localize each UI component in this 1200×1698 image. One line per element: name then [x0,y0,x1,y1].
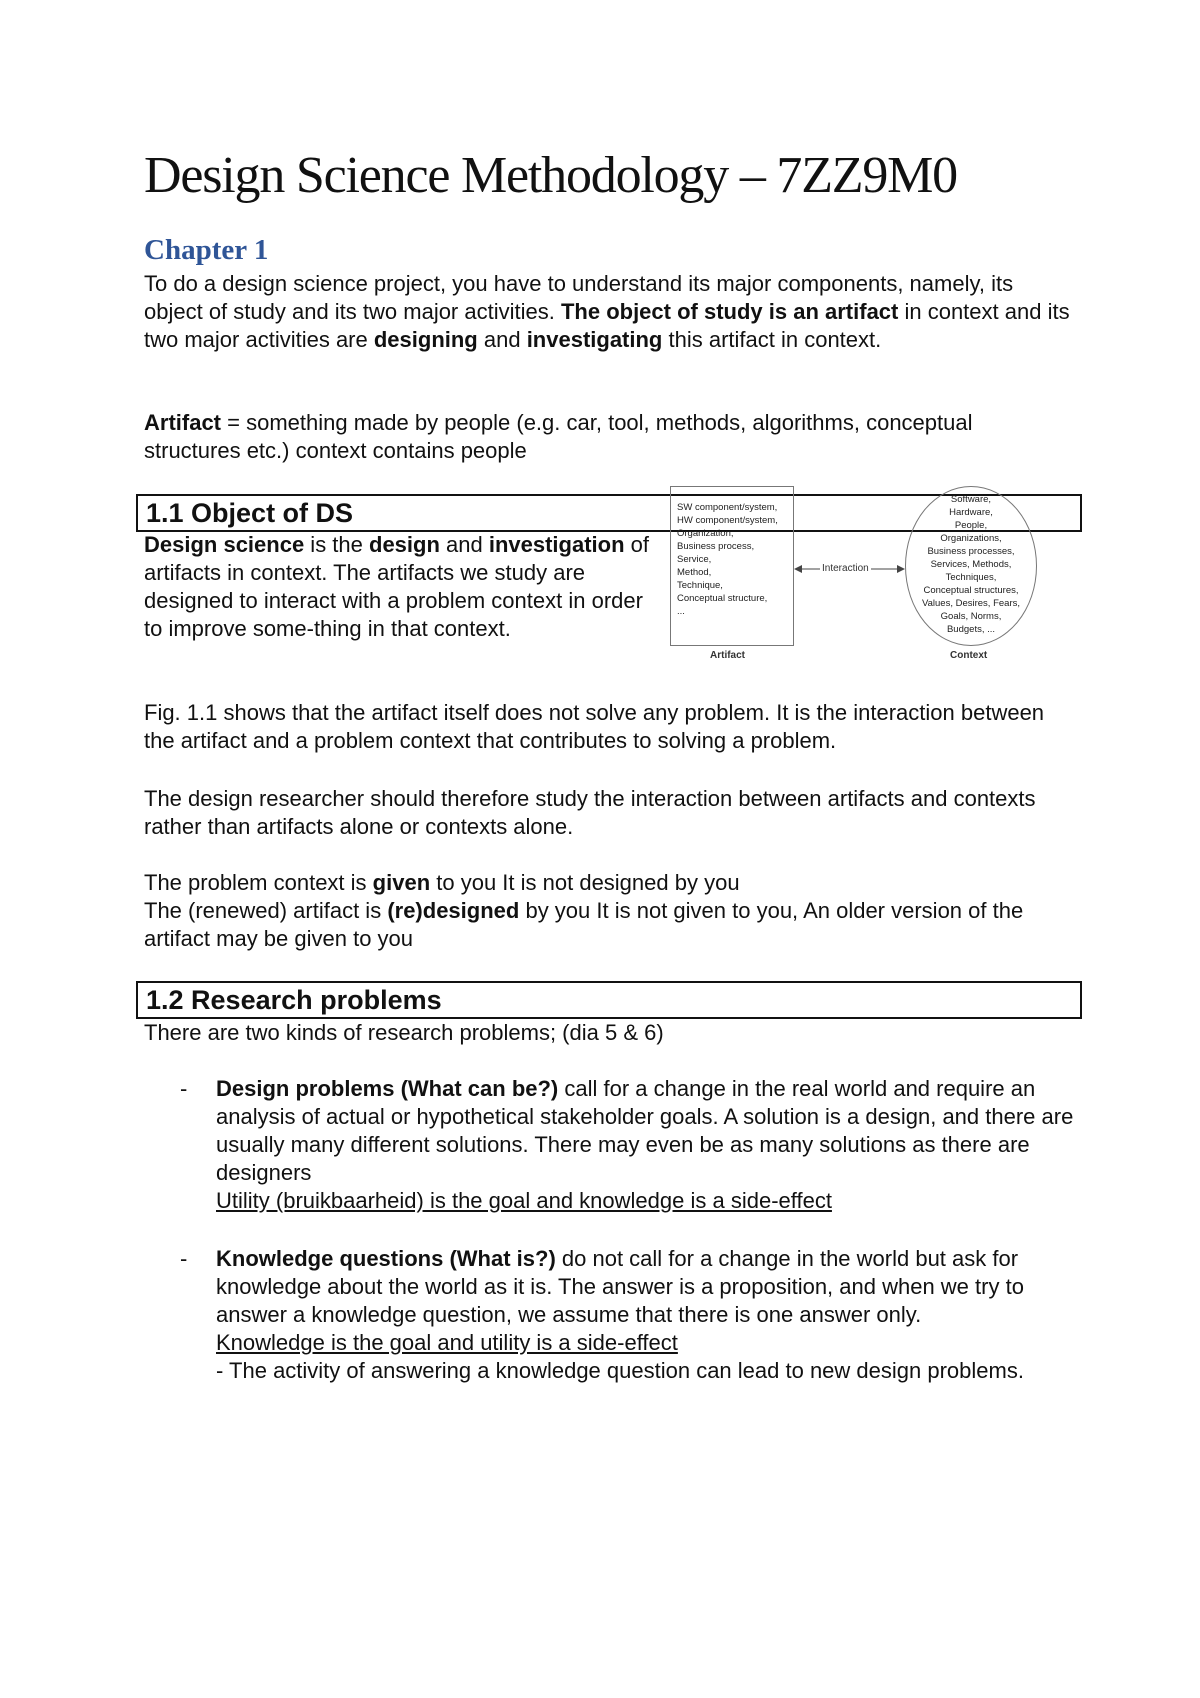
bullet-dash: - [180,1076,188,1101]
interaction-label: Interaction [822,563,869,574]
section-heading-text: 1.2 Research problems [146,985,442,1015]
context-list-item: Conceptual structures, [923,585,1019,596]
section2-intro: There are two kinds of research problems; (dia 5 & 6) [144,1020,664,1045]
section1-paragraph-5 [144,897,1074,953]
bold-knowledge-questions: Knowledge questions (What is?) [216,1246,556,1271]
document-title: Design Science Methodology – 7ZZ9M0 [144,147,957,204]
text: by you It is not given to you, An older version of the artifact may be given to you [144,898,1024,951]
context-list-item: Organizations, [940,533,1002,544]
context-list-item: Budgets, ... [946,624,996,635]
section-heading-text: 1.1 Object of DS [146,498,354,528]
artifact-list-item: Technique, [677,580,723,591]
context-list-item: Techniques, [945,572,997,583]
artifact-box [670,486,794,646]
intro-text: this artifact in context. [662,327,882,352]
artifact-list-item: Business process, [677,541,755,552]
text: and [439,532,489,557]
context-list-item: Software, [950,494,992,505]
context-list-item: Services, Methods, [930,559,1012,570]
section1-paragraph-1 [144,531,654,643]
artifact-list-item: Organization, [677,528,734,539]
context-list-item: Values, Desires, Fears, [921,598,1021,609]
bold-given: given [372,870,431,895]
bold-investigation: investigation [488,532,625,557]
bullet-dash: - [180,1246,188,1271]
context-ellipse [905,486,1037,646]
chapter-heading: Chapter 1 [144,234,269,266]
context-list-item: Business processes, [927,546,1015,557]
context-list-item: People, [954,520,988,531]
intro-bold-designing: designing [373,327,478,352]
artifact-list-item: Conceptual structure, [677,593,768,604]
artifact-definition-text: = something made by people (e.g. car, tool, methods, algorithms, conceptual structures etc.) context contains people [144,410,973,463]
bold-redesigned: (re)designed [387,898,520,923]
intro-text: in context and its two major activities are [144,299,1070,352]
figure-artifact-context [670,486,1070,666]
intro-text: To do a design science project, you have to understand its major components, namely, its object of study and its two major activities. [144,271,1014,324]
section1-paragraph-3: The design researcher should therefore study the interaction between artifacts and contexts rather than artifacts alone or contexts alone. [144,786,1036,839]
artifact-list-item: Service, [677,554,712,565]
text: is the [304,532,369,557]
artifact-list-item: SW component/system, [677,502,778,513]
bold-design-science: Design science [144,532,305,557]
text: The problem context is [144,870,373,895]
artifact-definition [144,409,1074,465]
context-list [906,493,1036,636]
bold-design: design [369,532,440,557]
bold-design-problems: Design problems (What can be?) [216,1076,559,1101]
artifact-list-item: ... [677,606,685,617]
text: call for a change in the real world and require an analysis of actual or hypothetical stakeholder goals. A solution is a design, and there are usually many different solutions. There may even be as many solutions as there are designers [216,1076,1074,1185]
section1-paragraph-4 [144,869,1074,897]
context-list-item: Hardware, [949,507,993,518]
intro-text: and [477,327,527,352]
artifact-caption: Artifact [710,650,746,661]
text: The (renewed) artifact is [144,898,388,923]
note-text: - The activity of answering a knowledge question can lead to new design problems. [216,1358,1024,1383]
artifact-term: Artifact [144,410,222,435]
artifact-list [677,501,793,618]
section-heading-research-problems [136,981,1082,1019]
intro-bold-object: The object of study is an artifact [560,299,899,324]
context-list-item: Goals, Norms, [940,611,1002,622]
intro-bold-investigating: investigating [526,327,663,352]
intro-paragraph [144,270,1074,354]
text: do not call for a change in the world but ask for knowledge about the world as it is. The answer is a proposition, and when we try to answer a knowledge question, we assume that there is one answer only. [216,1246,1024,1327]
underline-utility: Utility (bruikbaarheid) is the goal and knowledge is a side-effect [216,1188,832,1213]
context-caption: Context [950,650,988,661]
text: of artifacts in context. The artifacts we study are designed to interact with a problem context in order to improve some-thing in that context. [144,532,649,641]
section1-paragraph-2: Fig. 1.1 shows that the artifact itself does not solve any problem. It is the interaction between the artifact and a problem context that contributes to solving a problem. [144,700,1045,753]
artifact-list-item: HW component/system, [677,515,778,526]
bullet-design-problems [216,1075,1096,1215]
text: to you It is not designed by you [430,870,740,895]
bullet-knowledge-questions [216,1245,1096,1385]
artifact-list-item: Method, [677,567,712,578]
underline-knowledge: Knowledge is the goal and utility is a side-effect [216,1330,678,1355]
